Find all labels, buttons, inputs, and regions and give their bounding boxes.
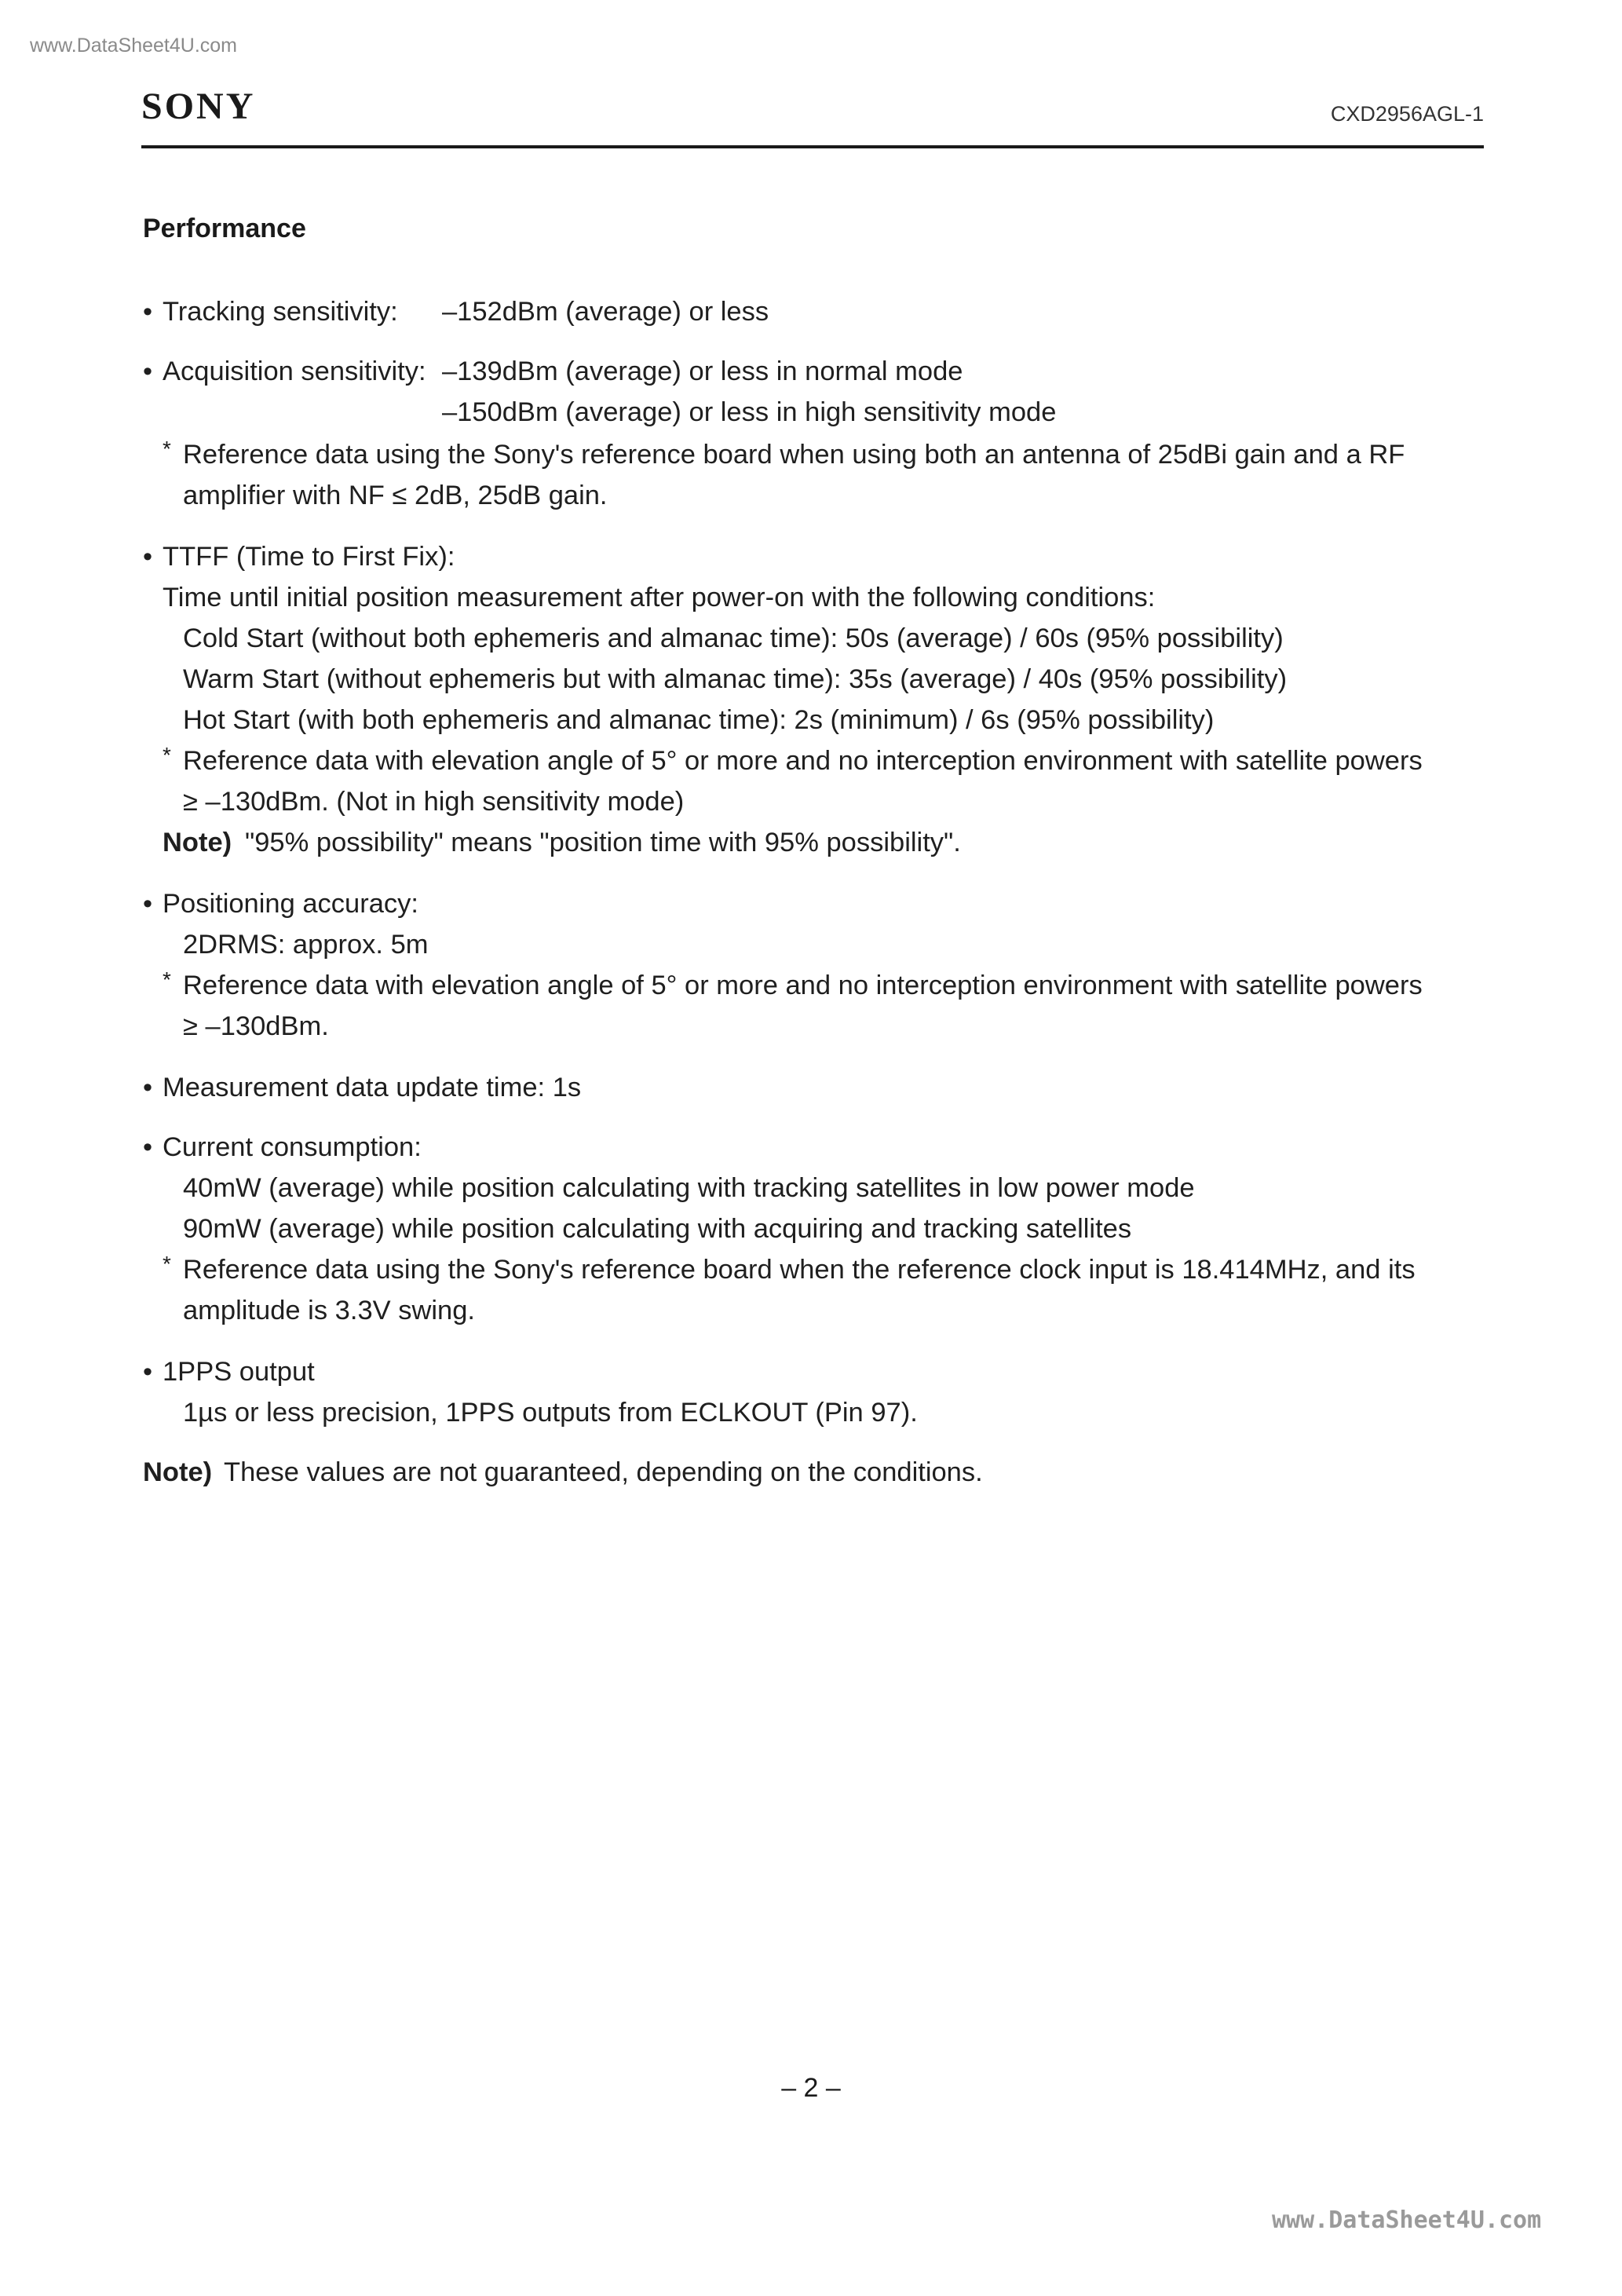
current-reference-line-1: Reference data using the Sony's reference board when the reference clock input is 18.414MHz, and its [183,1255,1416,1285]
final-note-label: Note) [143,1457,213,1487]
ttff-reference-line-2: ≥ –130dBm. (Not in high sensitivity mode) [183,787,685,817]
acquisition-reference-line-2: amplifier with NF ≤ 2dB, 25dB gain. [183,481,608,510]
ttff-note-text: "95% possibility" means "position time with 95% possibility". [245,828,961,857]
ttff-warm-start: Warm Start (without ephemeris but with almanac time): 35s (average) / 40s (95% possibility) [183,664,1288,694]
document-id: CXD2956AGL-1 [1330,102,1484,126]
current-value-1: 40mW (average) while position calculating with tracking satellites in low power mode [183,1173,1195,1203]
accuracy-reference-line-2: ≥ –130dBm. [183,1011,329,1041]
accuracy-reference-line-1: Reference data with elevation angle of 5° or more and no interception environment with satellite powers [183,971,1423,1000]
watermark-bottom: www.DataSheet4U.com [1272,2206,1542,2234]
accuracy-label: Positioning accuracy: [163,889,418,919]
asterisk-mark: * [163,743,171,767]
pps-value: 1µs or less precision, 1PPS outputs from ECLKOUT (Pin 97). [183,1398,918,1428]
bullet: • [143,1132,153,1162]
current-value-2: 90mW (average) while position calculating with acquiring and tracking satellites [183,1214,1132,1244]
ttff-intro: Time until initial position measurement after power-on with the following conditions: [163,583,1156,612]
acquisition-value-1: –139dBm (average) or less in normal mode [442,356,963,386]
bullet: • [143,356,153,386]
bullet: • [143,889,153,919]
accuracy-value: 2DRMS: approx. 5m [183,930,429,960]
bullet: • [143,542,153,572]
tracking-value: –152dBm (average) or less [442,297,769,327]
current-reference-line-2: amplitude is 3.3V swing. [183,1296,476,1325]
final-note-text: These values are not guaranteed, depending on the conditions. [224,1457,983,1487]
asterisk-mark: * [163,437,171,461]
header-rule [141,145,1484,148]
asterisk-mark: * [163,967,171,992]
ttff-reference-line-1: Reference data with elevation angle of 5° or more and no interception environment with satellite powers [183,746,1423,776]
acquisition-reference-line-1: Reference data using the Sony's reference board when using both an antenna of 25dBi gain and a RF [183,440,1405,470]
bullet: • [143,1073,153,1102]
update-time-label: Measurement data update time: 1s [163,1073,582,1102]
ttff-note-label: Note) [163,828,232,857]
ttff-label: TTFF (Time to First Fix): [163,542,455,572]
ttff-hot-start: Hot Start (with both ephemeris and almanac time): 2s (minimum) / 6s (95% possibility) [183,705,1215,735]
asterisk-mark: * [163,1252,171,1276]
sony-logo: SONY [141,86,256,127]
bullet: • [143,1357,153,1387]
tracking-label: Tracking sensitivity: [163,297,398,327]
section-heading: Performance [143,214,306,243]
current-label: Current consumption: [163,1132,422,1162]
page-number: – 2 – [781,2073,841,2103]
acquisition-value-2: –150dBm (average) or less in high sensitivity mode [442,397,1057,427]
ttff-cold-start: Cold Start (without both ephemeris and almanac time): 50s (average) / 60s (95% possibility) [183,623,1284,653]
watermark-top: www.DataSheet4U.com [30,35,238,57]
bullet: • [143,297,153,327]
acquisition-label: Acquisition sensitivity: [163,356,426,386]
pps-label: 1PPS output [163,1357,315,1387]
